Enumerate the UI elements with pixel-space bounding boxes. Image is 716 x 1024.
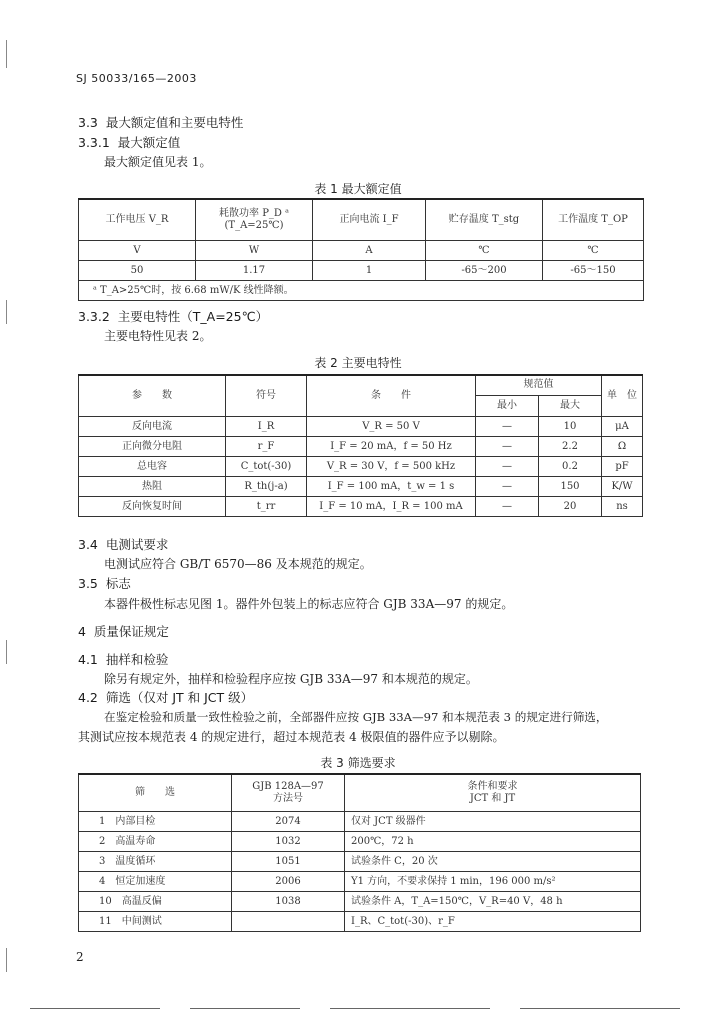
value-cell: -65～150 xyxy=(543,261,644,281)
section-3-5 xyxy=(78,574,131,592)
table-header-cell: 参 数 xyxy=(79,375,226,417)
table-cell-min: — xyxy=(476,417,539,437)
scan-edge-mark xyxy=(6,640,7,664)
table-row xyxy=(79,437,643,457)
section-number: 4 xyxy=(78,624,86,639)
table-1-caption: 表 1 最大额定值 xyxy=(314,182,402,196)
paragraph: 除另有规定外，抽样和检验程序应按 GJB 33A—97 和本规范的规定。 xyxy=(104,672,478,686)
table-header-cell: 贮存温度 T_stg xyxy=(426,199,543,241)
document-code: SJ 50033/165—2003 xyxy=(76,72,197,85)
table-cell-param: 热阻 xyxy=(79,477,226,497)
table-cell-max: 10 xyxy=(539,417,602,437)
scan-edge-mark xyxy=(6,300,7,324)
table-cell-cond: 200℃，72 h xyxy=(345,832,641,852)
table-cell-unit: μA xyxy=(602,417,643,437)
header-subtext: JCT 和 JT xyxy=(469,793,516,804)
table-header-cell: 最小 xyxy=(476,395,539,416)
paragraph: 在鉴定检验和质量一致性检验之前，全部器件应按 GJB 33A—97 和本规范表 3 的规定进行筛选， xyxy=(104,710,608,724)
paragraph: 其测试应按本规范表 4 的规定进行，超过本规范表 4 极限值的器件应予以剔除。 xyxy=(78,730,505,744)
table-cell-unit: ns xyxy=(602,497,643,517)
table-cell-unit: K/W xyxy=(602,477,643,497)
table-cell-max: 0.2 xyxy=(539,457,602,477)
section-number: 3.4 xyxy=(78,537,98,552)
section-title: 质量保证规定 xyxy=(93,624,169,639)
table-cell-param: 总电容 xyxy=(79,457,226,477)
header-subtext: (T_A=25℃) xyxy=(224,220,284,231)
page-number: 2 xyxy=(76,950,84,964)
table-cell-item: 1 内部目检 xyxy=(79,812,232,832)
section-number: 3.5 xyxy=(78,576,98,591)
table-1 xyxy=(78,198,644,301)
table-cell-unit: pF xyxy=(602,457,643,477)
table-row xyxy=(79,892,641,912)
table-row xyxy=(79,812,641,832)
table-row xyxy=(79,417,643,437)
header-text: 耗散功率 P_D ᵃ xyxy=(219,208,289,219)
table-cell-min: — xyxy=(476,437,539,457)
table-row xyxy=(79,872,641,892)
table-cell-unit: Ω xyxy=(602,437,643,457)
unit-cell: ℃ xyxy=(426,241,543,261)
header-text: GJB 128A—97 xyxy=(252,781,324,792)
value-cell: 1 xyxy=(313,261,426,281)
table-cell-cond: I_F = 10 mA，I_R = 100 mA xyxy=(307,497,476,517)
table-cell-item: 4 恒定加速度 xyxy=(79,872,232,892)
paragraph: 最大额定值见表 1。 xyxy=(104,155,212,169)
table-header-cell: 工作温度 T_OP xyxy=(543,199,644,241)
section-4 xyxy=(78,622,169,640)
table-cell-method: 1032 xyxy=(232,832,345,852)
paragraph: 电测试应符合 GB/T 6570—86 及本规范的规定。 xyxy=(104,557,372,571)
section-title: 标志 xyxy=(105,576,131,591)
table-cell-max: 150 xyxy=(539,477,602,497)
table-header-cell: 正向电流 I_F xyxy=(313,199,426,241)
section-title: 电测试要求 xyxy=(105,537,169,552)
footer-rule xyxy=(520,1008,680,1009)
table-cell-cond: 试验条件 C，20 次 xyxy=(345,852,641,872)
table-2 xyxy=(78,374,643,517)
table-row xyxy=(79,912,641,932)
table-cell-cond: 仅对 JCT 级器件 xyxy=(345,812,641,832)
value-cell: 1.17 xyxy=(196,261,313,281)
section-number: 3.3.2 xyxy=(78,309,110,324)
table-row xyxy=(79,852,641,872)
table-cell-param: 反向恢复时间 xyxy=(79,497,226,517)
table-3 xyxy=(78,773,641,932)
table-cell-cond: I_R、C_tot(-30)、r_F xyxy=(345,912,641,932)
unit-cell: A xyxy=(313,241,426,261)
section-title: 抽样和检验 xyxy=(105,652,169,667)
value-cell: -65～200 xyxy=(426,261,543,281)
unit-cell: W xyxy=(196,241,313,261)
table-cell-cond: Y1 方向，不要求保持 1 min，196 000 m/s² xyxy=(345,872,641,892)
section-4-1 xyxy=(78,650,168,668)
table-cell-cond: I_F = 100 mA，t_w = 1 s xyxy=(307,477,476,497)
paragraph: 本器件极性标志见图 1。器件外包装上的标志应符合 GJB 33A—97 的规定。 xyxy=(104,597,514,611)
table-cell-cond: V_R = 50 V xyxy=(307,417,476,437)
footer-rule xyxy=(190,1008,300,1009)
table-cell-method: 2006 xyxy=(232,872,345,892)
table-header-cell: 规范值 xyxy=(476,375,602,395)
section-4-2 xyxy=(78,688,253,706)
footer-rule xyxy=(330,1008,490,1009)
table-cell-symbol: C_tot(-30) xyxy=(226,457,307,477)
table-header-cell xyxy=(232,774,345,812)
section-title: 主要电特性（T_A=25℃） xyxy=(117,309,269,324)
table-cell-symbol: t_rr xyxy=(226,497,307,517)
table-header-cell: 工作电压 V_R xyxy=(79,199,196,241)
table-cell-cond: 试验条件 A，T_A=150℃，V_R=40 V，48 h xyxy=(345,892,641,912)
table-header-cell xyxy=(345,774,641,812)
section-title: 最大额定值和主要电特性 xyxy=(105,115,244,130)
section-number: 4.1 xyxy=(78,652,98,667)
table-row xyxy=(79,457,643,477)
table-cell-symbol: r_F xyxy=(226,437,307,457)
table-cell-cond: I_F = 20 mA，f = 50 Hz xyxy=(307,437,476,457)
table-row xyxy=(79,477,643,497)
table-cell-param: 反向电流 xyxy=(79,417,226,437)
unit-cell: ℃ xyxy=(543,241,644,261)
table-cell-method: 2074 xyxy=(232,812,345,832)
table-cell-item: 2 高温寿命 xyxy=(79,832,232,852)
table-cell-cond: V_R = 30 V，f = 500 kHz xyxy=(307,457,476,477)
section-number: 4.2 xyxy=(78,690,98,705)
table-header-cell: 条 件 xyxy=(307,375,476,417)
table-cell-max: 2.2 xyxy=(539,437,602,457)
section-number: 3.3 xyxy=(78,115,98,130)
table-row xyxy=(79,497,643,517)
table-note: ᵃ T_A>25℃时，按 6.68 mW/K 线性降额。 xyxy=(79,281,644,301)
paragraph: 主要电特性见表 2。 xyxy=(104,329,212,343)
table-header-cell: 符号 xyxy=(226,375,307,417)
header-subtext: 方法号 xyxy=(273,793,303,804)
table-cell-symbol: I_R xyxy=(226,417,307,437)
section-3-3-1 xyxy=(78,133,180,151)
table-cell-min: — xyxy=(476,457,539,477)
section-title: 最大额定值 xyxy=(117,135,181,150)
footer-rule xyxy=(30,1008,160,1009)
table-row xyxy=(79,832,641,852)
table-cell-method xyxy=(232,912,345,932)
section-number: 3.3.1 xyxy=(78,135,110,150)
header-text: 条件和要求 xyxy=(467,781,518,792)
table-header-cell xyxy=(196,199,313,241)
table-cell-min: — xyxy=(476,477,539,497)
section-title: 筛选（仅对 JT 和 JCT 级） xyxy=(105,690,254,705)
unit-cell: V xyxy=(79,241,196,261)
scan-edge-mark xyxy=(6,40,7,68)
table-cell-method: 1038 xyxy=(232,892,345,912)
table-cell-symbol: R_th(j-a) xyxy=(226,477,307,497)
table-header-cell: 单 位 xyxy=(602,375,643,417)
table-cell-max: 20 xyxy=(539,497,602,517)
table-cell-method: 1051 xyxy=(232,852,345,872)
table-cell-item: 10 高温反偏 xyxy=(79,892,232,912)
table-header-cell: 筛 选 xyxy=(79,774,232,812)
section-3-4 xyxy=(78,535,168,553)
section-3-3 xyxy=(78,113,243,131)
table-cell-min: — xyxy=(476,497,539,517)
table-2-caption: 表 2 主要电特性 xyxy=(314,356,402,370)
table-header-cell: 最大 xyxy=(539,395,602,416)
scan-edge-mark xyxy=(6,948,7,972)
table-cell-item: 3 温度循环 xyxy=(79,852,232,872)
table-cell-param: 正向微分电阻 xyxy=(79,437,226,457)
value-cell: 50 xyxy=(79,261,196,281)
table-cell-item: 11 中间测试 xyxy=(79,912,232,932)
section-3-3-2 xyxy=(78,307,268,325)
table-3-caption: 表 3 筛选要求 xyxy=(320,756,396,770)
